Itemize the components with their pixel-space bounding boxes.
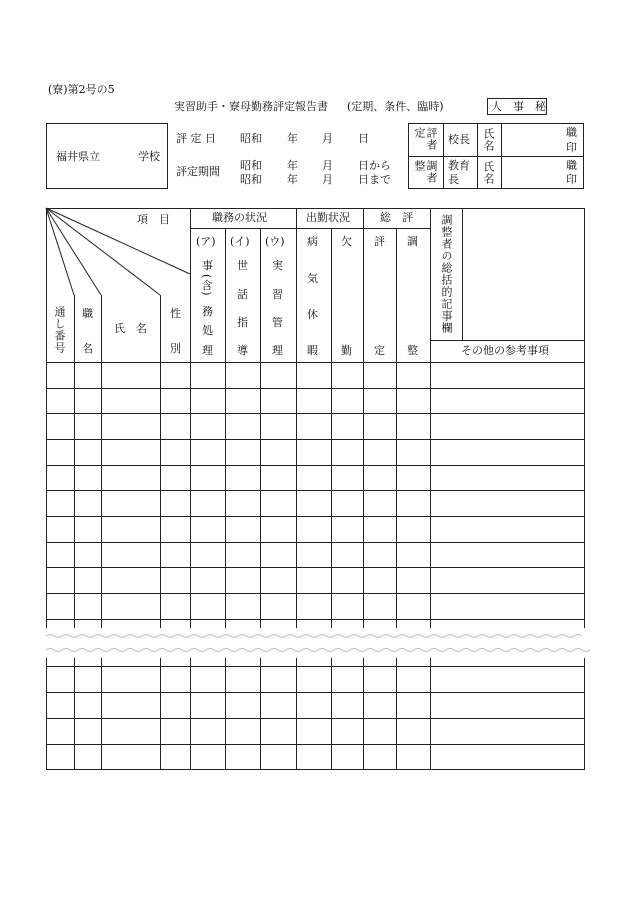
eval-date-day: 日	[358, 132, 369, 145]
eval-date-era: 昭和	[240, 132, 262, 145]
duty-u-char: 習	[272, 288, 283, 301]
col-sex-bottom: 別	[170, 342, 181, 355]
duty-a-label: (ア)	[196, 235, 216, 248]
adjust-top: 調	[407, 235, 418, 248]
other-notes-label: その他の参考事項	[461, 344, 549, 357]
eval-period-month-from: 月	[322, 159, 333, 172]
eval-date-month: 月	[322, 132, 333, 145]
adjust-bottom: 整	[407, 344, 418, 357]
duty-u-char: 管	[272, 316, 283, 329]
absent-top: 欠	[341, 235, 352, 248]
eval-date-label: 評 定 日	[176, 132, 216, 145]
school-prefix: 福井県立	[56, 150, 100, 163]
sick-char: 休	[307, 308, 318, 321]
form-code: (寮)第2号の5	[48, 83, 115, 96]
col-name: 氏 名	[114, 322, 147, 335]
col-job-top: 職	[82, 307, 93, 320]
evaluator-name-label: 氏名	[482, 128, 495, 152]
duty-u-label: (ウ)	[265, 235, 285, 248]
eval-period-to: 日まで	[358, 173, 391, 186]
duty-i-char: 世	[237, 259, 248, 272]
duty-i-char: 導	[237, 344, 248, 357]
duty-u-char: 理	[272, 344, 283, 357]
eval-period-year-to: 年	[287, 173, 298, 186]
adjuster-name-label: 氏名	[482, 161, 495, 185]
duty-i-char: 指	[237, 316, 248, 329]
duty-a-char: 理	[202, 344, 213, 357]
adjuster-seal-bottom: 印	[566, 173, 577, 186]
col-sex-top: 性	[170, 307, 181, 320]
item-label: 項 目	[137, 213, 170, 226]
evaluator-title: 校長	[448, 133, 470, 146]
eval-period-year-from: 年	[287, 159, 298, 172]
duty-u-char: 実	[272, 259, 283, 272]
evaluator-seal-top: 職	[566, 126, 577, 139]
duty-a-char: 務	[202, 305, 213, 318]
adjuster-title-bottom: 長	[448, 173, 459, 186]
col-job-bottom: 名	[82, 342, 93, 355]
rating-bottom: 定	[374, 344, 385, 357]
adjuster-seal-top: 職	[566, 159, 577, 172]
duty-a-char: 事	[202, 259, 213, 272]
form-title-note: (定期、条件、臨時)	[347, 100, 444, 113]
eval-period-era-to: 昭和	[240, 173, 262, 186]
eval-period-month-to: 月	[322, 173, 333, 186]
form-title: 実習助手・寮母勤務評定報告書	[174, 100, 328, 113]
school-suffix: 学校	[138, 150, 160, 163]
rating-top: 評	[374, 235, 385, 248]
evaluator-seal-bottom: 印	[566, 141, 577, 154]
duty-i-label: (イ)	[230, 235, 250, 248]
summary-column-label: 調整者の総括的記事欄	[440, 214, 453, 334]
secret-stamp-text: 人 事 秘	[491, 100, 546, 113]
eval-period-label: 評定期間	[176, 165, 220, 178]
duty-a-char: 処	[202, 324, 213, 337]
group-attendance: 出勤状況	[306, 211, 350, 224]
group-duty: 職務の状況	[212, 211, 267, 224]
evaluator-role: 評者定	[413, 127, 438, 151]
eval-period-era-from: 昭和	[240, 159, 262, 172]
adjuster-title-top: 教育	[448, 159, 470, 172]
sick-char: 病	[307, 235, 318, 248]
sick-char: 暇	[307, 344, 318, 357]
eval-period-from: 日から	[358, 159, 391, 172]
duty-i-char: 話	[237, 288, 248, 301]
absent-bottom: 勤	[341, 344, 352, 357]
col-serial-number: 通し番号	[53, 306, 66, 354]
sick-char: 気	[307, 272, 318, 285]
adjuster-role: 調者整	[413, 160, 438, 184]
group-overall: 総 評	[380, 211, 413, 224]
eval-date-year: 年	[287, 132, 298, 145]
duty-a-char: (含)	[200, 274, 213, 297]
